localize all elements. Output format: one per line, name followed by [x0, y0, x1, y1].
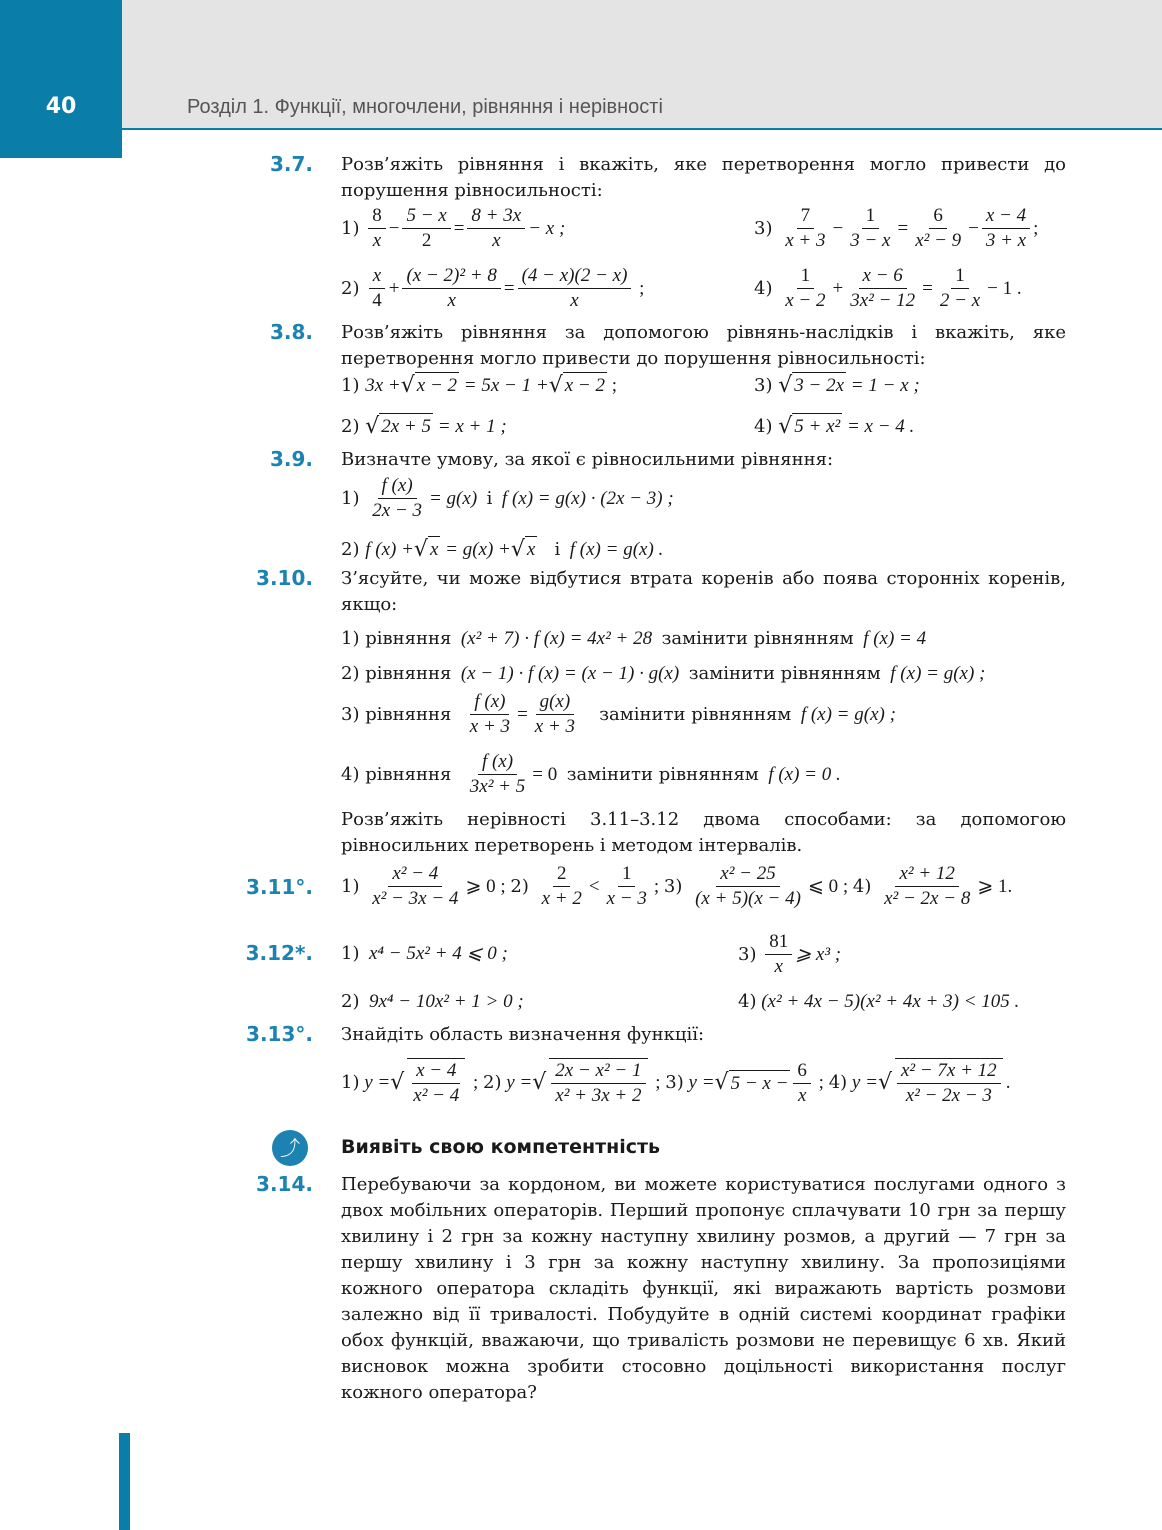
equation-line: 1) 3x + √ x − 2 = 5x − 1 + √ x − 2 ;	[341, 372, 618, 398]
problem-text: Розв’яжіть рівняння і вкажіть, яке перетворення могло привести до порушення рівносильності:	[341, 154, 1066, 201]
problem-text: З’ясуйте, чи може відбутися втрата коренів або поява сторонніх коренів, якщо:	[341, 568, 1066, 615]
equation-line: 1) y = √ x − 4 x² − 4 ; 2) y = √ 2x − x² − 1 x² + 3x + 2 ; 3) y = √ 5 − x − $\frac{6}{x}$ ; 4) y = √ x² − 7x + 12 x² − 2x − 3 .	[341, 1059, 1011, 1106]
problem-text: Знайдіть область визначення функції:	[341, 1024, 705, 1045]
item-label: 1)	[341, 487, 360, 509]
equation-line: 3) √ 3 − 2x = 1 − x ;	[754, 372, 920, 398]
equation-line: 1) x⁴ − 5x² + 4 ⩽ 0 ;	[341, 943, 508, 964]
item-label: 1)	[341, 374, 360, 396]
equation-line: 2) f (x) + √ x = g(x) + √ x і f (x) = g(x) .	[341, 536, 664, 562]
word-replace: замінити рівнянням	[661, 628, 854, 649]
equation-line: 2) x 4 + $\frac{\text{(x − 2)² + 8}}{x}$ = $\frac{(4 - x)(2 - x)}{x}$ ;	[341, 265, 645, 311]
word-equation: рівняння	[365, 703, 452, 725]
bottom-accent-bar	[119, 1433, 130, 1530]
equation-line: 1) рівняння (x² + 7) · f (x) = 4x² + 28 замінити рівнянням f (x) = 4	[341, 626, 926, 652]
item-label: 3)	[754, 374, 773, 396]
problem-number: 3.8.	[269, 320, 313, 344]
problem-number: 3.14.	[256, 1172, 313, 1196]
problem-number: 3.12*.	[245, 941, 313, 965]
equation-line: 1) x² − 4 x² − 3x − 4 ⩾ 0 ; 2) 2 x + 2 < 1 x − 3 ; 3) x² − 25 (x + 5)(x − 4) ⩽ 0 ; 4) x² + 12 x² − 2x − 8 ⩾ 1.	[341, 863, 1013, 909]
equation-line: 4) (x² + 4x − 5)(x² + 4x + 3) < 105 .	[738, 991, 1020, 1012]
equation-line: 1) $\frac{f (x)}{2x - 3}$ = g(x) і f (x) = g(x) · (2x − 3) ;	[341, 475, 674, 521]
item-label: 4)	[754, 277, 773, 299]
problem-text: Перебуваючи за кордоном, ви можете користуватися послугами одного з двох мобільних операторів. Перший пропонує сплачувати 10 грн за першу хвилину і 2 грн за кожну наступну хвилину розмов, а другий — 7 грн за першу хвилину і 3 грн за кожну наступну хвилину. За пропозиціями кожного оператора складіть функції, які виражають вартість розмови залежно від її тривалості. Побудуйте в одній системі координат графіки обох функцій, вважаючи, що тривалість розмови не перевищує 6 хв. Який висновок можна зробити стосовно доцільності використання послуг кожного оператора?	[341, 1174, 1066, 1403]
page-number-tab	[0, 0, 122, 158]
item-label: 1)	[341, 217, 360, 239]
problem-text: Розв’яжіть рівняння за допомогою рівнянь-наслідків і вкажіть, яке перетворення могло привести до порушення рівносильності:	[341, 322, 1066, 369]
problem-number: 3.13°.	[246, 1022, 313, 1046]
word-equation: рівняння	[365, 663, 452, 684]
item-label: 3)	[754, 217, 773, 239]
instruction-text: Розв’яжіть нерівності 3.11–3.12 двома способами: за допомогою рівносильних перетворень і методом інтервалів.	[341, 809, 1066, 856]
problem-text: Визначте умову, за якої є рівносильними рівняння:	[341, 449, 834, 470]
word-equation: рівняння	[365, 628, 452, 649]
item-label: 2)	[341, 415, 360, 437]
chapter-title: Розділ 1. Функції, многочлени, рівняння і нерівності	[187, 96, 663, 118]
item-label: 2)	[341, 277, 360, 299]
equation-line: 4) √ 5 + x² = x − 4 .	[754, 413, 915, 439]
item-label: 1)	[341, 628, 360, 649]
item-label: 3)	[341, 703, 360, 725]
equation-line: 2) √ 2x + 5 = x + 1 ;	[341, 413, 507, 439]
equation-line: 3) 7 x + 3 − $\frac{1}{3 - x}$ = $\frac{6}{\text{x² − 9}}$ − $\frac{x - 4}{3 + x}$ ;	[754, 205, 1039, 251]
equation-line: 1) 8 x − $\frac{5 - x}{2}$ = $\frac{8 + 3x}{x}$ − x ;	[341, 205, 566, 251]
word-replace: замінити рівнянням	[566, 763, 759, 785]
item-label: 4)	[754, 415, 773, 437]
word-replace: замінити рівнянням	[599, 703, 792, 725]
equation-line: 3) 81 x ⩾ x³ ;	[738, 931, 842, 977]
section-title: Виявіть свою компетентність	[341, 1136, 661, 1158]
problem-number: 3.7.	[269, 152, 313, 176]
problem-number: 3.10.	[256, 566, 313, 590]
problem-number: 3.9.	[269, 447, 313, 471]
item-label: 4)	[341, 763, 360, 785]
item-label: 2)	[341, 663, 360, 684]
equation-line: 4) рівняння $\frac{f (x)}{\text{3x² + 5}}$ = 0 замінити рівнянням f (x) = 0 .	[341, 751, 841, 797]
word-equation: рівняння	[365, 763, 452, 785]
conjunction: і	[554, 538, 561, 560]
equation-line: 3) рівняння $\frac{f (x)}{x + 3}$ = $\frac{g(x)}{x + 3}$ замінити рівнянням f (x) = g(x) ;	[341, 691, 896, 737]
stairs-icon: ⤴	[272, 1130, 308, 1166]
problem-number: 3.11°.	[246, 875, 313, 899]
header-divider	[122, 128, 1162, 130]
conjunction: і	[486, 487, 493, 509]
page-number: 40	[45, 94, 77, 119]
word-replace: замінити рівнянням	[688, 663, 881, 684]
item-label: 2)	[341, 538, 360, 560]
equation-line: 4) 1 x − 2 + $\frac{x - 6}{\text{3x² − 12}}$ = $\frac{1}{2 - x}$ − 1 .	[754, 265, 1022, 311]
equation-line: 2) 9x⁴ − 10x² + 1 > 0 ;	[341, 991, 524, 1012]
equation-line: 2) рівняння (x − 1) · f (x) = (x − 1) · g(x) замінити рівнянням f (x) = g(x) ;	[341, 661, 985, 687]
